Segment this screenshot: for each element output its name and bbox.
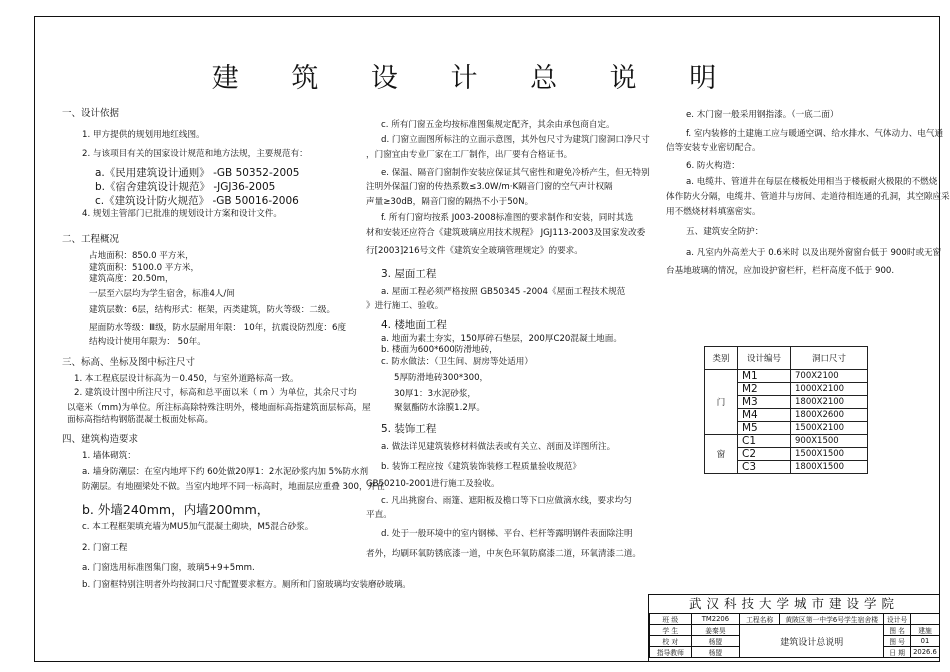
text-line: 2. 与该项目有关的国家设计规范和地方法规，主要规范有： bbox=[82, 149, 308, 160]
text-line: a. 门窗选用标准图集门窗，玻璃5+9+5mm. bbox=[82, 562, 255, 573]
label: 学 生 bbox=[650, 625, 692, 636]
table-cell: 1000X2100 bbox=[791, 383, 868, 396]
table-cell: 1800X2600 bbox=[791, 409, 868, 422]
label: 设计号 bbox=[884, 614, 911, 625]
text-line: 台基地玻璃的情况，应加设护窗栏杆，栏杆高度不低于 900. bbox=[666, 266, 895, 277]
table-cell: C1 bbox=[738, 435, 791, 448]
text-line: 占地面积：850.0 平方米， bbox=[89, 250, 194, 261]
section-heading: 6. 防火构造： bbox=[686, 160, 740, 171]
drawing-name: 建筑设计总说明 bbox=[740, 625, 884, 658]
text-line: d. 门窗立面图所标注的立面示意图，其外包尺寸为建筑门窗洞口净尺寸 bbox=[381, 134, 650, 145]
text-line: 5厚防滑地砖300*300， bbox=[394, 372, 489, 383]
table-cell: M3 bbox=[738, 396, 791, 409]
text-line: 者外，均刷环氧防锈底漆一道，中灰色环氧防腐漆二道，环氧清漆二道。 bbox=[366, 549, 642, 560]
left-column bbox=[62, 108, 411, 591]
table-row bbox=[705, 370, 868, 383]
text-line: 建筑高度：20.50m， bbox=[89, 274, 174, 285]
table-header: 设计编号 bbox=[738, 347, 791, 370]
label: 指导教师 bbox=[650, 647, 692, 658]
text-line: a. 做法详见建筑装修材料做法表或有关立、剖面及详图所注。 bbox=[381, 441, 616, 452]
text-line: 以毫米（mm)为单位。所注标高除特殊注明外，楼地面标高指建筑面层标高，屋 bbox=[67, 403, 371, 414]
table-cell: 1800X2100 bbox=[791, 396, 868, 409]
text-line: 材和安装还应符合《建筑玻璃应用技术规程》 JGJ113-2003及国家发改委 bbox=[366, 228, 646, 239]
text-line: 面标高指结构钢筋混凝土板面处标高。 bbox=[67, 414, 214, 425]
table-cell: M4 bbox=[738, 409, 791, 422]
text-line: 2. 建筑设计图中所注尺寸，标高和总平面以米（ m ）为单位，其余尺寸均 bbox=[74, 388, 357, 399]
table-cell: M1 bbox=[738, 370, 791, 383]
section-heading: 三、标高、坐标及图中标注尺寸 bbox=[62, 357, 196, 369]
text-line: c. 防水做法：（卫生间、厨房等处适用） bbox=[381, 357, 533, 368]
section-heading: 二、工程概况 bbox=[62, 234, 120, 246]
title-block-table bbox=[649, 613, 940, 658]
label: 日 期 bbox=[884, 647, 911, 658]
text-line: ，门窗宜由专业厂家在工厂制作，出厂要有合格证书。 bbox=[366, 150, 573, 161]
value: 2026.6 bbox=[910, 647, 939, 658]
category-door: 门 bbox=[705, 370, 738, 435]
text-line: 1. 本工程底层设计标高为－0.450，与室外道路标高一致。 bbox=[74, 373, 299, 384]
label: 班 级 bbox=[650, 614, 692, 625]
text-line: a. 屋面工程必须严格按照 GB50345 -2004《屋面工程技术规范 bbox=[381, 286, 626, 297]
value: 黄陂区第一中学6号学生宿舍楼 bbox=[780, 614, 884, 625]
text-line: c.《建筑设计防火规范》 -GB 50016-2006 bbox=[95, 195, 299, 208]
text-line: 4. 规划主管部门已批准的规划设计方案和设计文件。 bbox=[82, 208, 282, 219]
right-column bbox=[666, 110, 950, 278]
table-cell: 700X2100 bbox=[791, 370, 868, 383]
text-line: a. 地面为素土夯实，150厚碎石垫层，200厚C20混凝土地面。 bbox=[381, 333, 622, 344]
text-line: e. 保温、隔音门窗制作安装应保证其气密性和避免冷桥产生，但无特别 bbox=[381, 167, 650, 178]
table-cell: M5 bbox=[738, 422, 791, 435]
text-line: 平直。 bbox=[366, 509, 392, 520]
text-line: a. 凡室内外高差大于 0.6米时 以及出现外窗窗台低于 900时或无窗 bbox=[686, 247, 942, 258]
category-window: 窗 bbox=[705, 435, 738, 474]
text-line: 屋面防水等级：Ⅲ级，防水层耐用年限： 10年，抗震设防烈度：6度 bbox=[89, 322, 347, 333]
table-cell: C2 bbox=[738, 448, 791, 461]
label: 校 对 bbox=[650, 636, 692, 647]
text-line: 建筑层数：6层，结构形式：框架，丙类建筑，防火等级：二级。 bbox=[89, 305, 336, 316]
text-line: 行[2003]216号文件《建筑安全玻璃管理规定》的要求。 bbox=[366, 245, 583, 256]
text-line: 建筑面积：5100.0 平方米， bbox=[89, 262, 200, 273]
text-line: e. 木门窗一般采用钢指漆。（一底二面） bbox=[686, 110, 839, 120]
text-line: b. 门窗框特别注明者外均按洞口尺寸配置要求框方。厕所和门窗玻璃均安装磨砂玻璃。 bbox=[82, 579, 411, 590]
text-line: c. 凡出挑窗台、雨篷、遮阳板及檐口等下口应做滴水线，要求均匀 bbox=[381, 496, 632, 507]
value: TM2206 bbox=[691, 614, 740, 625]
table-cell: M2 bbox=[738, 383, 791, 396]
text-line: 用不燃烧材料填塞密实。 bbox=[666, 206, 761, 217]
table-header: 洞口尺寸 bbox=[791, 347, 868, 370]
value: 01 bbox=[910, 636, 939, 647]
section-heading: 3. 屋面工程 bbox=[381, 268, 437, 281]
table-cell: 900X1500 bbox=[791, 435, 868, 448]
text-line: 》进行施工、验收。 bbox=[366, 301, 444, 312]
value: 姜秦昊 bbox=[691, 625, 740, 636]
text-line: 2. 门窗工程 bbox=[82, 543, 128, 554]
text-line: a. 电缆井、管道井在每层在楼板处用相当于楼板耐火极限的不燃烧 bbox=[686, 177, 938, 188]
text-line: 聚氨酯防水涂膜1.2厚。 bbox=[394, 402, 486, 413]
middle-column bbox=[366, 120, 650, 561]
text-line: f. 所有门窗均按系 J003-2008标准图的要求制作和安装，同时其选 bbox=[381, 212, 634, 223]
section-heading: 四、建筑构造要求 bbox=[62, 434, 139, 446]
text-line: 1. 墙体砌筑： bbox=[82, 451, 136, 462]
table-cell: 1500X1500 bbox=[791, 448, 868, 461]
text-line: 注明外保温门窗的传热系数≤3.0W/m·K隔音门窗的空气声计权隔 bbox=[366, 182, 613, 193]
table-cell: 1500X2100 bbox=[791, 422, 868, 435]
section-heading: 4. 楼地面工程 bbox=[381, 318, 447, 331]
text-line: 结构设计使用年限为： 50年。 bbox=[89, 337, 206, 348]
label: 图 号 bbox=[884, 636, 911, 647]
text-line: b. 楼面为600*600防滑地砖， bbox=[381, 345, 498, 356]
section-heading: 一、设计依据 bbox=[62, 108, 120, 119]
text-line: 体作防火分隔，电缆井、管道井与房间、走道待相连通的孔洞，其空隙应采 bbox=[666, 191, 950, 202]
table-header: 类别 bbox=[705, 347, 738, 370]
text-line: b. 装饰工程应按《建筑装饰装修工程质量验收规范》 bbox=[381, 462, 581, 473]
value: 杨盟 bbox=[691, 647, 740, 658]
table-cell: 1800X1500 bbox=[791, 461, 868, 474]
door-window-table bbox=[704, 346, 868, 474]
school-name: 武汉科技大学城市建设学院 bbox=[649, 595, 939, 614]
table-header-row bbox=[705, 347, 868, 370]
section-heading: 五、建筑安全防护： bbox=[686, 227, 764, 238]
text-line: a.《民用建筑设计通则》 -GB 50352-2005 bbox=[95, 167, 300, 179]
text-line: GB50210-2001进行施工及验收。 bbox=[366, 478, 500, 489]
value: 杨盟 bbox=[691, 636, 740, 647]
text-line: 一层至六层均为学生宿舍，标准4人/间 bbox=[89, 288, 235, 299]
text-line: 声量≥30dB，隔音门窗的隔热不小于50N。 bbox=[366, 196, 534, 207]
page-title: 建 筑 设 计 总 说 明 bbox=[211, 63, 739, 94]
value: 建施 bbox=[910, 625, 939, 636]
section-heading: 5. 装饰工程 bbox=[381, 423, 437, 436]
text-line: c. 所有门窗五金均按标准图集规定配齐，其余由承包商自定。 bbox=[381, 120, 615, 130]
table-cell: C3 bbox=[738, 461, 791, 474]
title-block bbox=[648, 594, 940, 662]
label: 图 名 bbox=[884, 625, 911, 636]
text-line: d. 处于一般环境中的室内钢梯、平台、栏杆等露明钢件表面除注明 bbox=[381, 528, 633, 539]
text-line: f. 室内装修的土建施工应与暖通空调、给水排水、气体动力、电气通 bbox=[686, 128, 944, 139]
value bbox=[910, 614, 939, 625]
label: 工程名称 bbox=[740, 614, 780, 625]
text-line: b.《宿舍建筑设计规范》 -JGJ36-2005 bbox=[95, 181, 276, 194]
text-line: 防潮层。有地圈梁处不做。当室内地坪不同一标高时，地面层应重叠 300，并在 bbox=[82, 482, 385, 493]
text-line: 30厚1：3水泥砂浆， bbox=[394, 389, 477, 400]
text-line: 1. 甲方提供的规划用地红线图。 bbox=[82, 129, 205, 140]
text-line: a. 墙身防潮层：在室内地坪下约 60处做20厚1：2水泥砂浆内加 5%防水剂 bbox=[82, 466, 369, 477]
text-line: b. 外墙240mm，内墙200mm， bbox=[82, 501, 270, 517]
table-row bbox=[705, 435, 868, 448]
text-line: 信等安装专业密切配合。 bbox=[666, 143, 761, 154]
text-line: c. 本工程框架填充墙为MU5加气混凝土砌块，M5混合砂浆。 bbox=[82, 521, 314, 532]
